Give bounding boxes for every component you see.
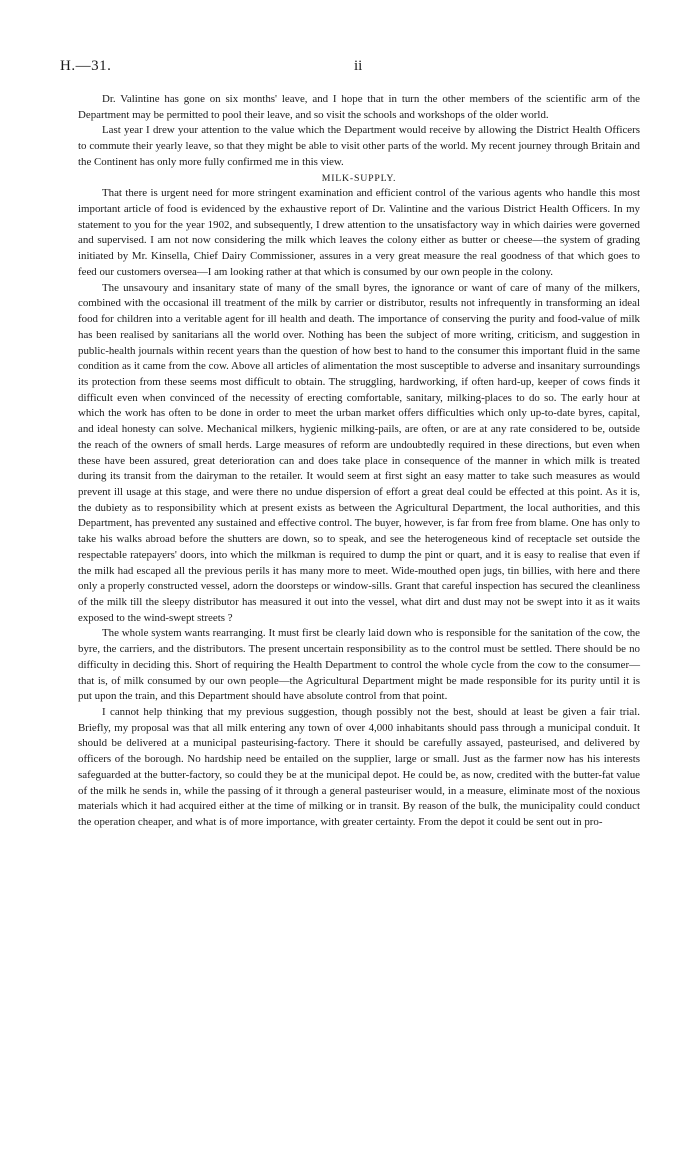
page-header [60,58,640,78]
paragraph: Dr. Valintine has gone on six months' leave, and I hope that in turn the other members of the scientific arm of the Department may be permitted to pool their leave, and so visit the schools and workshops of the older world. [78,93,640,121]
section-heading: MILK-SUPPLY. [321,172,397,184]
paragraph: That there is urgent need for more stringent examination and efficient control of the various agents who handle this most important article of food is evidenced by the exhaustive report of Dr. Valintine and the various District Health Officers. In my statement to you for the year 1902, and subsequently, I drew attention to the unsatisfactory way in which dairies were governed and supervised. I am not now considering the milk which leaves the colony either as butter or cheese—the system of grading initiated by Mr. Kinsella, Chief Dairy Commissioner, assures in a very great measure the real goodness of that which goes to feed our customers oversea—I am looking rather at that which is consumed by our own people in the colony. [78,187,640,278]
page-number: ii [354,58,363,74]
paragraph: The whole system wants rearranging. It must first be clearly laid down who is responsible for the sanitation of the cow, the byre, the carriers, and the distributors. The present uncertain responsibility as to the control must be settled. There should be no difficulty in deciding this. Short of requiring the Health Department to control the whole cycle from the cow to the consumer—that is, of milk consumed by our own people—the Agricultural Department might be made responsible for its purity until it is put upon the train, and this Department should have absolute control from that point. [78,627,640,703]
document-reference: H.—31. [60,58,112,74]
paragraph: Last year I drew your attention to the value which the Department would receive by allowing the District Health Officers to commute their yearly leave, so that they might be able to visit other parts of the world. My recent journey through Britain and the Continent has only more fully confirmed me in this view. [78,124,640,168]
body-text [78,92,640,831]
paragraph: I cannot help thinking that my previous suggestion, though possibly not the best, should at least be given a fair trial. Briefly, my proposal was that all milk entering any town of over 4,000 inhabitants should pass through a municipal conduit. It should be delivered at a municipal pasteurising-factory. There it should be carefully assayed, pasteurised, and delivered by officers of the borough. No hardship need be entailed on the supplier, large or small. Just as the farmer now has his interests safeguarded at the butter-factory, so could they be at the municipal depot. He could be, as now, credited with the butter-fat value of the milk he sends in, while the passing of it through a general pasteuriser would, in a measure, eliminate most of the noxious materials which it had acquired either at the time of milking or in transit. By reason of the bulk, the municipality could conduct the operation cheaper, and what is of more importance, with greater certainty. From the depot it could be sent out in pro- [78,706,640,829]
paragraph: The unsavoury and insanitary state of many of the small byres, the ignorance or want of care of many of the milkers, combined with the occasional ill treatment of the milk by carrier or distributor, results not infrequently in transforming an ideal food for children into a veritable agent for ill health and death. The importance of conserving the purity and food-value of milk has been realised by sanitarians all the world over. Nothing has been the subject of more writing, criticism, and suggestion in public-health journals within recent years than the question of how best to hand to the consumer this important fluid in the same condition as it came from the cow. Above all articles of alimentation the most susceptible to adverse and insanitary surroundings its protection from these seems most difficult to obtain. The struggling, hardworking, if often hard-up, keeper of cows finds it difficult even when convinced of the necessity of erecting comfortable, sanitary, milking-places to do so. The early hour at which the work has often to be done in order to meet the urban market offers difficulties which only up-to-date byres, capital, and ideal honesty can solve. Mechanical milkers, hygienic milking-pails, are often, or are at any rate considered to be, outside the reach of the owners of small herds. Large measures of reform are undoubtedly required in these directions, but even when these have been assured, great deterioration can and does take place in consequence of the manner in which milk is treated during its transit from the dairyman to the retailer. It would seem at first sight an easy matter to take such measures as would prevent ill usage at this stage, and were there no undue dispersion of effort a great deal could be effected at this point. As it is, the dubiety as to responsibility which at present exists as between the Agricultural Department, the local authorities, and this Department, has prevented any sustained and effective control. The buyer, however, is far from free from blame. One has only to take his walks abroad before the shutters are down, so to speak, and see the heterogeneous kind of receptacle set outside the respectable ratepayers' doors, into which the milkman is required to dump the pint or quart, and it is easy to realise that even if the milk had escaped all the previous perils it has many more to meet. Wide-mouthed open jugs, tin billies, with here and there only a properly constructed vessel, adorn the doorsteps or window-sills. Grant that careful inspection has secured the cleanliness of the milk till the sleepy distributor has measured it out into the vessel, what dirt and dust may not be swept into it as it waits exposed to the wind-swept streets ? [78,281,640,624]
